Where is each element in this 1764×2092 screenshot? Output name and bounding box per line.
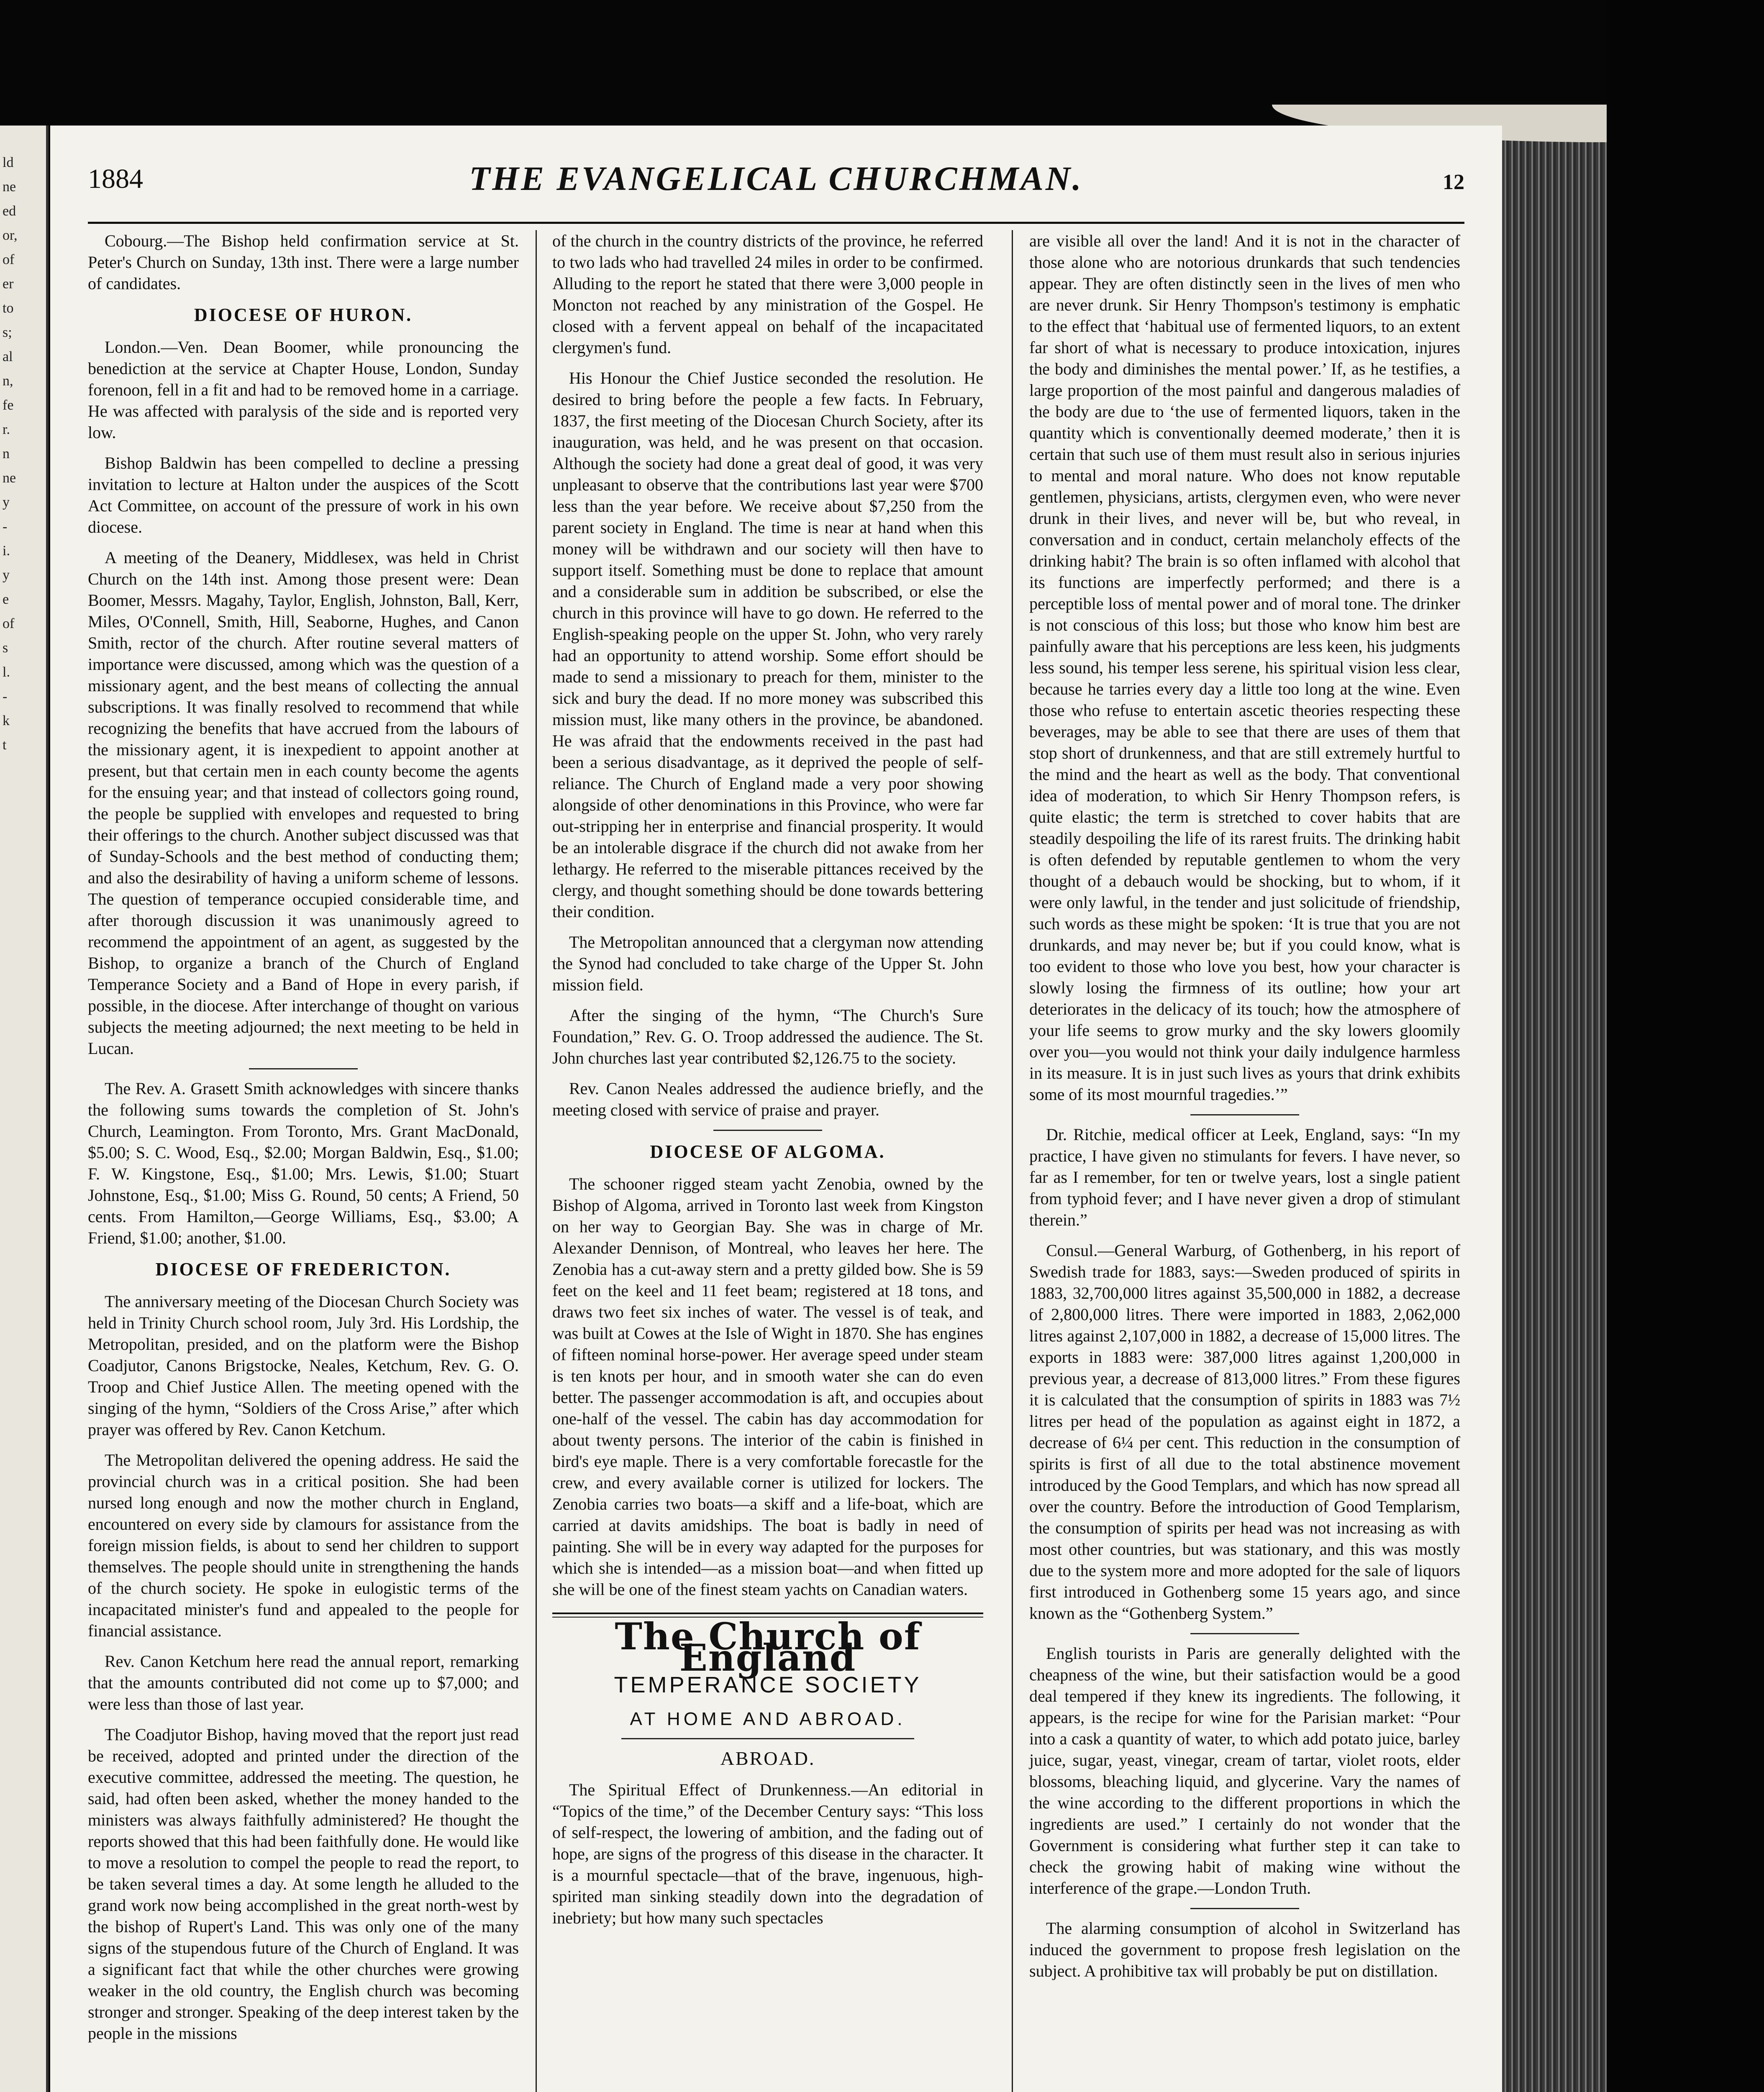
article-troop-address: After the singing of the hymn, “The Church's Sure Foundation,” Rev. G. O. Troop addressed the audience. The St. John churches last year contributed $2,126.75 to the society. [552, 1006, 983, 1067]
column-1 [88, 230, 519, 2053]
previous-page-fragment: - [3, 689, 8, 704]
article-switzerland-alcohol: The alarming consumption of alcohol in Switzerland has induced the government to propose fresh legislation on the subject. A prohibitive tax will probably be put on distillation. [1029, 1919, 1460, 1980]
heading-diocese-algoma: DIOCESE OF ALGOMA. [650, 1141, 886, 1162]
article-grasett-smith: The Rev. A. Grasett Smith acknowledges with sincere thanks the following sums towards the completion of St. John's Church, Leamington. From Toronto, Mrs. Grant MacDonald, $5.00; S. C. Wood, Esq., $2.00; Morgan Baldwin, Esq., $1.00; F. W. Kingstone, Esq., $1.00; Mrs. Lewis, $1.00; Stuart Johnstone, Esq., $1.00; Miss G. Round, 50 cents; A Friend, 50 cents. From Hamilton,—George Williams, Esq., $3.00; A Friend, $1.00; another, $1.00. [88, 1079, 519, 1247]
article-dr-ritchie: Dr. Ritchie, medical officer at Leek, England, says: “In my practice, I have given no stimulants for fevers. I have never, so far as I remember, for ten or twelve years, lost a single patient from typhoid fever; and I have never given a drop of stimulant therein.” [1029, 1125, 1460, 1229]
article-cobourg: Cobourg.—The Bishop held confirmation service at St. Peter's Church on Sunday, 13th inst. There were a large number of candidates. [88, 231, 519, 293]
article-metropolitan-address: The Metropolitan delivered the opening address. He said the provincial church was in a critical position. She had been nursed long enough and now the mother church in England, encountered on every side by clamours for assistance from the foreign mission fields, is about to send her children to support themselves. The people should unite in strengthening the hands of the church society. He spoke in eulogistic terms of the incapacitated minister's fund and appealed to the people for financial assistance. [88, 1451, 519, 1640]
previous-page-fragment: k [3, 713, 10, 728]
section-divider [249, 1068, 358, 1069]
page-edge-stack [1502, 126, 1607, 2092]
heading-abroad: ABROAD. [720, 1748, 815, 1769]
article-ketchum-report: Rev. Canon Ketchum here read the annual report, remarking that the amounts contributed did not come up to $7,000; and were less than those of last year. [88, 1652, 519, 1713]
article-metropolitan-announcement: The Metropolitan announced that a clergyman now attending the Synod had concluded to take charge of the Upper St. John mission field. [552, 933, 983, 994]
previous-page-fragment: ne [3, 470, 16, 486]
article-continued-drunkenness: are visible all over the land! And it is not in the character of those alone who are notorious drunkards that such tendencies appear. They are often distinctly seen in the lives of men who are never drunk. Sir Henry Thompson's testimony is emphatic to the effect that ‘habitual use of fermented liquors, to an extent far short of what is necessary to produce intoxication, injures the body and diminishes the mental power.’ If, as he testifies, a large proportion of the most painful and dangerous maladies of the body are due to ‘the use of fermented liquors, taken in the quantity which is conventionally deemed moderate,’ then it is certain that such use of them must result also in serious injuries to mental and moral nature. Who does not know reputable gentlemen, physicians, artists, clergymen even, who were never drunk in their lives, and never will be, but who reveal, in conversation and in conduct, certain melancholy effects of the drinking habit? The brain is so often inflamed with alcohol that its functions are imperfectly performed; and there is a perceptible loss of mental power and of moral tone. The drinker is not conscious of this loss; but those who know him best are painfully aware that his perceptions are less keen, his judgments less sound, his temper less serene, his spiritual vision less clear, because he tarries every day a little too long at the wine. Even those who refuse to entertain ascetic theories respecting these beverages, may be able to see that there are uses of them that stop short of drunkenness, and that are still extremely hurtful to the mind and the heart as well as the body. That conventional idea of moderation, to which Sir Henry Thompson refers, is quite elastic; the term is stretched to cover habits that are steadily despoiling the life of its rarest fruits. The drinking habit is often defended by reputable gentlemen to whom the very thought of a debauch would be shocking, but to whom, if it were only lawful, in the tender and just solicitude of friendship, such words as these might be spoken: ‘It is true that you are not drunkards, and may never be; but if you could know, what is too evident to those who love you best, how your character is slowly losing the firmness of its outline; how your art deteriorates in the delicacy of its touch; how the atmosphere of your life seems to grow murky and the sky lowers gloomily over you—you would not think your daily indulgence harmless in its measure. It is in just such lives as yours that drink exhibits some of its most mournful tragedies.’” [1029, 231, 1460, 1104]
previous-page-fragment: ne [3, 179, 16, 195]
article-london: London.—Ven. Dean Boomer, while pronouncing the benediction at the service at Chapter House, London, Sunday forenoon, fell in a fit and had to be removed home in a carriage. He was affected with paralysis of the side and is reported very low. [88, 338, 519, 442]
heading-diocese-fredericton: DIOCESE OF FREDERICTON. [155, 1259, 451, 1279]
previous-page-fragment: e [3, 592, 9, 607]
previous-page-fragment: fe [3, 397, 14, 413]
article-spiritual-effect: The Spiritual Effect of Drunkenness.—An editorial in “Topics of the time,” of the December Century says: “This loss of self-respect, the lowering of ambition, and the fading out of hope, are signs of the progress of this disease in the character. It is a mournful spectacle—that of the brave, ingenuous, high-spirited man sinking steadily down into the degradation of inebriety; but how many such spectacles [552, 1780, 983, 1927]
previous-page-edge [0, 126, 49, 2092]
section-divider [713, 1130, 822, 1131]
previous-page-fragment: ld [3, 155, 14, 170]
heading-diocese-huron: DIOCESE OF HURON. [194, 305, 413, 325]
column-rule [536, 230, 537, 2092]
page-number: 12 [1443, 170, 1464, 194]
previous-page-fragment: of [3, 252, 15, 267]
column-rule [1012, 230, 1013, 2092]
article-coadjutor-bishop: The Coadjutor Bishop, having moved that the report just read be received, adopted and printed under the direction of the executive committee, addressed the meeting. The question, he said, had often been asked, whether the money handed to the ministers was always faithfully administered? He thought the reports showed that this had been faithfully done. He would like to move a resolution to compel the people to read the report, to be taken several times a day. At some length he alluded to the grand work now being accomplished in the great north-west by the bishop of Rupert's Land. This was only one of the many signs of the stupendous future of the Church of England. It was a significant fact that while the other churches were growing weaker in the old country, the English church was becoming stronger and stronger. Speaking of the deep interest taken by the people in the missions [88, 1725, 519, 2043]
temperance-society-subtitle: TEMPERANCE SOCIETY [614, 1672, 922, 1697]
previous-page-fragment: n, [3, 373, 13, 389]
issue-year: 1884 [88, 164, 143, 194]
temperance-society-tagline: AT HOME AND ABROAD. [630, 1709, 906, 1729]
section-divider [621, 1738, 914, 1739]
previous-page-fragment: - [3, 519, 8, 534]
section-divider [1190, 1633, 1299, 1634]
masthead-title: THE EVANGELICAL CHURCHMAN. [469, 159, 1083, 197]
newspaper-page [50, 126, 1502, 2092]
column-2 [552, 230, 983, 1938]
article-deanery-meeting: A meeting of the Deanery, Middlesex, was held in Christ Church on the 14th inst. Among those present were: Dean Boomer, Messrs. Magahy, Taylor, English, Johnston, Ball, Kerr, Miles, O'Connell, Smith, Hill, Seaborne, Hughes, and Canon Smith, rector of the church. After routine several matters of importance were discussed, among which was the question of a missionary agent, and the best means of collecting the annual subscriptions. It was finally resolved to recommend that while recognizing the benefits that have accrued from the labours of the missionary agent, it is inexpedient to appoint another at present, but that certain men in each county become the agents for the ensuing year; and that instead of collectors going round, the people be supplied with envelopes and requested to bring their offerings to the church. Another subject discussed was that of Sunday-Schools and the best method of conducting them; and also the desirability of having a uniform scheme of lessons. The question of temperance occupied considerable time, and after thorough discussion it was unanimously agreed to recommend the appointment of an agent, as suggested by the Bishop, to organize a branch of the Church of England Temperance Society and a Band of Hope in every parish, if possible, in the diocese. After interchange of thought on various subjects the meeting adjourned; the next meeting to be held in Lucan. [88, 548, 519, 1058]
previous-page-fragment: r. [3, 422, 10, 437]
previous-page-fragment: s; [3, 325, 12, 340]
article-paris-wine: English tourists in Paris are generally delighted with the cheapness of the wine, but their satisfaction would be a good deal tempered if they knew its ingredients. The following, it appears, is the recipe for wine for the Parisian market: “Pour into a cask a quantity of water, to which add potato juice, barley juice, sugar, yeast, vinegar, cream of tartar, violet roots, elder blossoms, bleaching liquid, and glycerine. Vary the names of the wine according to the different proportions in which the ingredients are used.” I certainly do not wonder that the Government is considering what further step it can take to check the growing habit of making wine without the interference of the grape.—London Truth. [1029, 1644, 1460, 1897]
temperance-society-title: The Church of England [615, 1615, 921, 1679]
previous-page-fragment: s [3, 640, 8, 656]
previous-page-fragment: i. [3, 543, 10, 559]
previous-page-fragment: y [3, 495, 10, 510]
article-neales-address: Rev. Canon Neales addressed the audience briefly, and the meeting closed with service of praise and prayer. [552, 1079, 983, 1119]
article-continued: of the church in the country districts of the province, he referred to two lads who had travelled 24 miles in order to be confirmed. Alluding to the report he stated that there were 3,000 people in Moncton not reached by any ministration of the Gospel. He closed with a fervent appeal on behalf of the incapacitated clergymen's fund. [552, 231, 983, 357]
previous-page-fragment: n [3, 446, 10, 461]
previous-page-fragment: to [3, 300, 14, 316]
article-anniversary-meeting: The anniversary meeting of the Diocesan Church Society was held in Trinity Church school room, July 3rd. His Lordship, the Metropolitan, presided, and on the platform were the Bishop Coadjutor, Canons Brigstocke, Neales, Ketchum, Rev. G. O. Troop and Chief Justice Allen. The meeting opened with the singing of the hymn, “Soldiers of the Cross Arise,” after which prayer was offered by Rev. Canon Ketchum. [88, 1292, 519, 1439]
scan-right-border [1607, 0, 1764, 2092]
section-divider [1190, 1908, 1299, 1909]
section-divider [1190, 1114, 1299, 1115]
previous-page-fragment: er [3, 276, 14, 292]
previous-page-fragment: al [3, 349, 13, 364]
page-header [88, 159, 1464, 224]
article-chief-justice: His Honour the Chief Justice seconded the resolution. He desired to bring before the people a few facts. In February, 1837, the first meeting of the Diocesan Church Society, after its inauguration, was held, and he was present on that occasion. Although the society had done a great deal of good, it was very unpleasant to observe that the contributions last year were $700 less than the year before. We receive about $7,250 from the parent society in England. The time is near at hand when this money will be withdrawn and our society will then have to support itself. Something must be done to replace that amount and a considerable sum in addition be subscribed, or else the church in this province will have to go down. He referred to the English-speaking people on the upper St. John, who very rarely had an opportunity to attend worship. Some effort should be made to send a missionary to preach for them, minister to the sick and bury the dead. If no more money was subscribed this mission must, like many others in the province, be abandoned. He was afraid that the endowments received in the past had been a serious disadvantage, as it deprived the people of self-reliance. The Church of England made a very poor showing alongside of other denominations in this Province, who were far out-stripping her in enterprise and financial prosperity. It would be an intolerable disgrace if the church did not awake from her lethargy. He referred to the miserable pittances received by the clergy, and thought something should be done towards bettering their condition. [552, 369, 983, 921]
previous-page-fragment: l. [3, 664, 10, 680]
previous-page-fragment: or, [3, 228, 18, 243]
previous-page-fragment: t [3, 737, 7, 753]
previous-page-fragment: ed [3, 203, 16, 219]
column-3 [1029, 230, 1460, 1991]
previous-page-fragment: of [3, 616, 15, 631]
article-bishop-baldwin: Bishop Baldwin has been compelled to decline a pressing invitation to lecture at Halton under the auspices of the Scott Act Committee, on account of the pressure of work in his own diocese. [88, 454, 519, 536]
previous-page-fragment: y [3, 567, 10, 583]
article-zenobia-yacht: The schooner rigged steam yacht Zenobia, owned by the Bishop of Algoma, arrived in Toronto last week from Kingston on her way to Georgian Bay. She was in charge of Mr. Alexander Dennison, of Montreal, who leaves her here. The Zenobia has a cut-away stern and a pretty gilded bow. She is 59 feet on the keel and 11 feet beam; registered at 18 tons, and draws two feet six inches of water. The vessel is of teak, and was built at Cowes at the Isle of Wight in 1870. She has engines of fifteen nominal horse-power. Her average speed under steam is ten knots per hour, and in smooth water she can do even better. The passenger accommodation is aft, and occupies about one-half of the vessel. The cabin has day accommodation for about twenty persons. The interior of the cabin is finished in bird's eye maple. There is a very comfortable forecastle for the crew, and every available corner is utilized for lockers. The Zenobia carries two boats—a skiff and a life-boat, which are carried at davits amidships. The boat is badly in need of painting. She will be in every way adapted for the purposes for which she is intended—as a mission boat—and when fitted up she will be one of the finest steam yachts on Canadian waters. [552, 1174, 983, 1599]
article-consul-warburg: Consul.—General Warburg, of Gothenberg, in his report of Swedish trade for 1883, says:—Sweden produced of spirits in 1883, 32,700,000 litres against 35,500,000 in 1882, a decrease of 2,800,000 litres. There were imported in 1883, 2,062,000 litres against 2,107,000 in 1882, a decrease of 15,000 litres. The exports in 1883 were: 387,000 litres against 1,200,000 in previous year, a decrease of 813,000 litres.” From these figures it is calculated that the consumption of spirits in 1883 was 7½ litres per head of the population as against eight in 1872, a decrease of 6¼ per cent. This reduction in the consumption of spirits is first of all due to the total abstinence movement introduced by the Good Templars, and which has now spread all over the country. Before the introduction of Good Templarism, the consumption of spirits per head was not increasing as with most other countries, but was stationary, and this was mostly due to the system more and more adopted for the sale of liquors first introduced in Gothenberg some 15 years ago, and since known as the “Gothenberg System.” [1029, 1241, 1460, 1623]
